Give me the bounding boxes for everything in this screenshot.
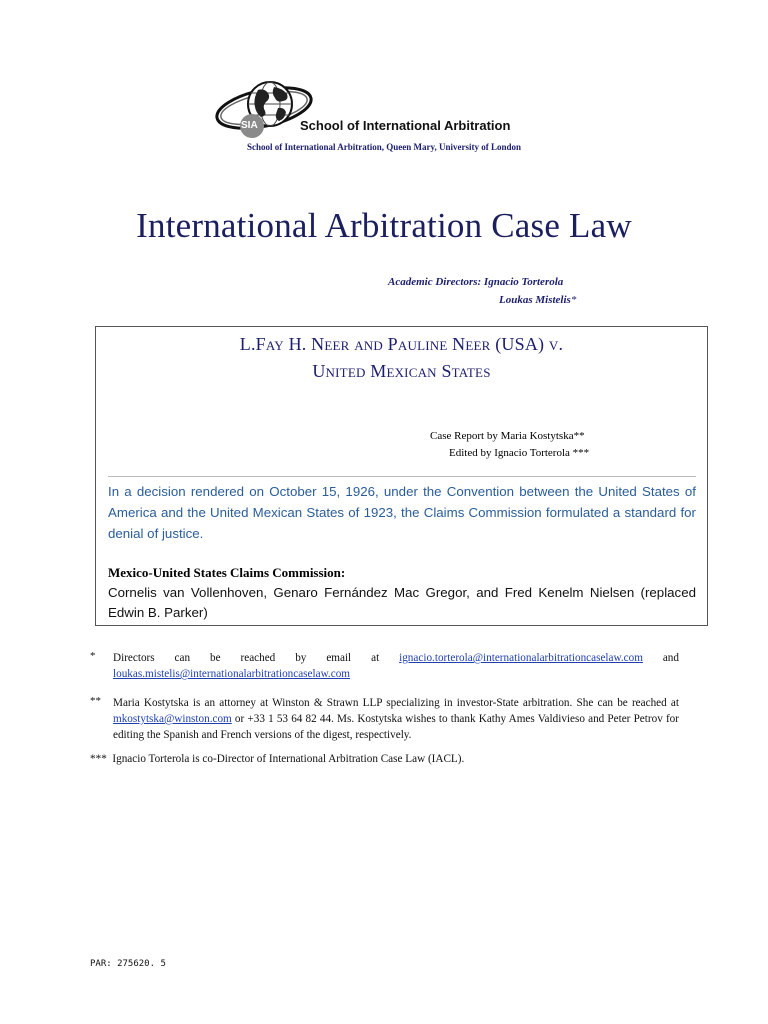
footnote-3-mark: ***: [90, 753, 107, 765]
footnote-1: [113, 650, 679, 682]
logo-caption: School of International Arbitration, Queen Mary, University of London: [246, 142, 521, 152]
commission-members: Cornelis van Vollenhoven, Genaro Fernández Mac Gregor, and Fred Kenelm Nielsen (replaced Edwin B. Parker): [108, 585, 696, 620]
case-title-line2: United Mexican States: [312, 361, 491, 381]
case-summary: In a decision rendered on October 15, 1926, under the Convention between the United States of America and the United Mexican States of 1923, the Claims Commission formulated a standard for denial of justice.: [108, 484, 696, 541]
footnote-1-mark: *: [90, 650, 96, 662]
page-title: International Arbitration Case Law: [136, 206, 632, 245]
footnote-2-text: Maria Kostytska is an attorney at Winston & Strawn LLP specializing in investor-State arbitration. She can be reached at: [113, 697, 679, 709]
director-name: Loukas Mistelis: [499, 294, 571, 306]
footnote-3-text: Ignacio Torterola is co-Director of International Arbitration Case Law (IACL).: [112, 753, 465, 765]
academic-directors: Academic Directors: Ignacio Torterola: [388, 276, 564, 288]
footnote-1-text: Directors can be reached by email at: [113, 652, 400, 664]
academic-director-2: [499, 294, 576, 306]
report-editor: Edited by Ignacio Torterola ***: [449, 447, 590, 459]
case-title-line1: L.Fay H. Neer and Pauline Neer (USA) v.: [239, 334, 564, 354]
report-author: Case Report by Maria Kostytska**: [430, 430, 585, 442]
divider: [108, 476, 696, 477]
email-link-mistelis[interactable]: loukas.mistelis@internationalarbitrationcaselaw.com: [113, 668, 350, 680]
footnote-3: [90, 751, 690, 767]
logo-text: School of International Arbitration: [300, 118, 511, 133]
case-box: [95, 326, 708, 626]
sia-logo: [214, 78, 559, 140]
footnote-ref: *: [570, 294, 577, 306]
email-link-torterola[interactable]: ignacio.torterola@internationalarbitrationcaselaw.com: [399, 652, 643, 664]
footnote-2-text-after: or +33 1 53 64 82 44. Ms. Kostytska wishes to thank Kathy Ames Valdivieso and Peter Petrov for editing the Spanish and French versions of the digest, respectively.: [113, 713, 679, 741]
footnote-2-mark: **: [90, 695, 101, 707]
footnote-2: [113, 695, 679, 743]
email-link-kostytska[interactable]: mkostytska@winston.com: [113, 713, 232, 725]
footnote-1-and: and: [642, 652, 679, 664]
commission-heading: Mexico-United States Claims Commission:: [108, 565, 346, 580]
document-id: PAR: 275620. 5: [90, 959, 166, 969]
logo-badge: SIA: [241, 120, 258, 131]
